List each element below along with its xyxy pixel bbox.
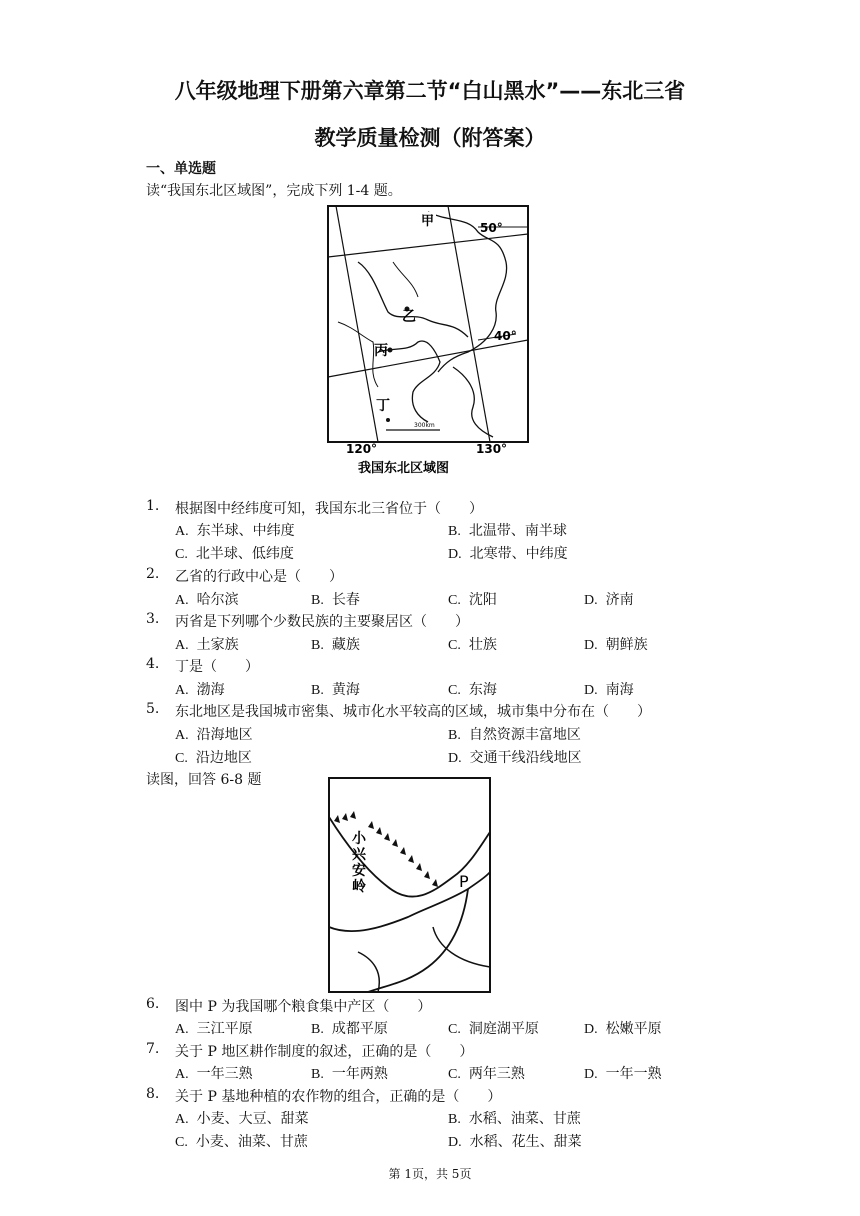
- q4-text: 丁是（ ）: [175, 659, 259, 675]
- q2-option-c: C. 沈阳: [448, 592, 497, 608]
- label-lon130: 130°: [476, 442, 508, 456]
- q6-option-a: A. 三江平原: [175, 1021, 253, 1037]
- q3-option-d: D. 朝鲜族: [584, 637, 648, 653]
- xiaoxinganling-map: [328, 777, 492, 995]
- q1-option-c: C. 北半球、低纬度: [175, 546, 294, 562]
- doc-title-line1: 八年级地理下册第六章第二节“白山黑水”——东北三省: [174, 79, 686, 103]
- q4-number: 4.: [146, 656, 160, 672]
- label-bing: 丙: [374, 343, 388, 359]
- q6-number: 6.: [146, 996, 160, 1012]
- northeast-region-map: [318, 202, 533, 478]
- intro-text-1: 读“我国东北区域图”，完成下列 1-4 题。: [146, 183, 402, 199]
- q5-option-a: A. 沿海地区: [175, 727, 253, 743]
- q2-text: 乙省的行政中心是（ ）: [175, 569, 343, 585]
- q2-option-b: B. 长春: [311, 592, 360, 608]
- q5-option-c: C. 沿边地区: [175, 750, 252, 766]
- q7-option-a: A. 一年三熟: [175, 1066, 253, 1082]
- q4-option-b: B. 黄海: [311, 682, 360, 698]
- q5-text: 东北地区是我国城市密集、城市化水平较高的区域，城市集中分布在（ ）: [175, 704, 651, 720]
- q8-text: 关于 P 基地种植的农作物的组合，正确的是（ ）: [175, 1089, 502, 1105]
- q8-option-c: C. 小麦、油菜、甘蔗: [175, 1134, 308, 1150]
- q5-number: 5.: [146, 701, 160, 717]
- q8-number: 8.: [146, 1086, 160, 1102]
- intro-text-2: 读图，回答 6-8 题: [146, 772, 262, 788]
- q8-option-a: A. 小麦、大豆、甜菜: [175, 1111, 309, 1127]
- q2-option-a: A. 哈尔滨: [175, 592, 239, 608]
- q3-text: 丙省是下列哪个少数民族的主要聚居区（ ）: [175, 614, 469, 630]
- label-scale: 300km: [414, 422, 435, 429]
- q6-text: 图中 P 为我国哪个粮食集中产区（ ）: [175, 999, 432, 1015]
- q4-option-c: C. 东海: [448, 682, 497, 698]
- q7-option-b: B. 一年两熟: [311, 1066, 388, 1082]
- q6-option-d: D. 松嫩平原: [584, 1021, 662, 1037]
- label-lat40: 40°: [494, 329, 517, 343]
- q2-option-d: D. 济南: [584, 592, 634, 608]
- q2-number: 2.: [146, 566, 160, 582]
- label-lon120: 120°: [346, 442, 378, 456]
- label-jia: 甲: [421, 214, 435, 229]
- q5-option-d: D. 交通干线沿线地区: [448, 750, 582, 766]
- section-heading: 一、单选题: [146, 161, 216, 177]
- q8-option-b: B. 水稻、油菜、甘蔗: [448, 1111, 581, 1127]
- doc-title-line2: 教学质量检测（附答案）: [314, 126, 546, 150]
- q5-option-b: B. 自然资源丰富地区: [448, 727, 581, 743]
- q1-number: 1.: [146, 498, 160, 514]
- q6-option-b: B. 成都平原: [311, 1021, 388, 1037]
- q7-option-c: C. 两年三熟: [448, 1066, 525, 1082]
- q7-number: 7.: [146, 1041, 160, 1057]
- q3-option-b: B. 藏族: [311, 637, 360, 653]
- map1-caption: 我国东北区域图: [358, 461, 450, 476]
- q4-option-a: A. 渤海: [175, 682, 225, 698]
- q1-option-d: D. 北寒带、中纬度: [448, 546, 568, 562]
- q4-option-d: D. 南海: [584, 682, 634, 698]
- q7-option-d: D. 一年一熟: [584, 1066, 662, 1082]
- label-yi: 乙: [402, 309, 416, 325]
- label-lat50: 50°: [480, 221, 503, 235]
- label-ding: 丁: [376, 398, 390, 414]
- q3-option-a: A. 土家族: [175, 637, 239, 653]
- mountain-label: 小兴安岭: [352, 831, 366, 895]
- q3-option-c: C. 壮族: [448, 637, 497, 653]
- page-footer: 第 1页，共 5页: [388, 1167, 472, 1181]
- q1-option-b: B. 北温带、南半球: [448, 523, 567, 539]
- q1-text: 根据图中经纬度可知，我国东北三省位于（ ）: [175, 501, 483, 517]
- q1-option-a: A. 东半球、中纬度: [175, 523, 295, 539]
- point-p-label: P: [459, 872, 469, 891]
- q6-option-c: C. 洞庭湖平原: [448, 1021, 539, 1037]
- q3-number: 3.: [146, 611, 160, 627]
- q8-option-d: D. 水稻、花生、甜菜: [448, 1134, 582, 1150]
- q7-text: 关于 P 地区耕作制度的叙述，正确的是（ ）: [175, 1044, 474, 1060]
